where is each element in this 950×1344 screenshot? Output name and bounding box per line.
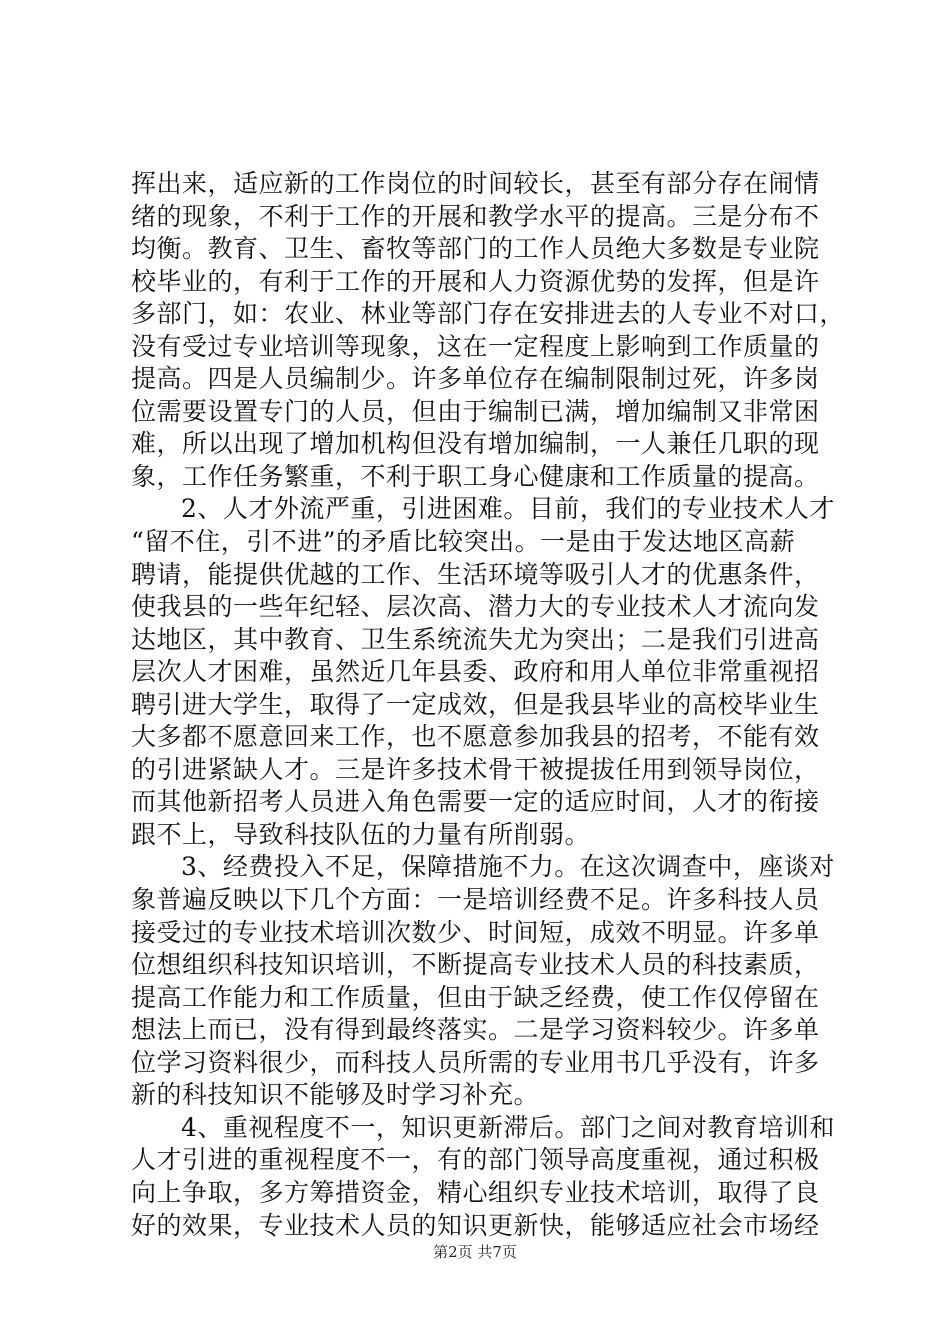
text-line: 难，所以出现了增加机构但没有增加编制，一人兼任几职的现 [131,429,820,459]
text-line: 而其他新招考人员进入角色需要一定的适应时间，人才的衔接 [131,787,820,817]
text-line: 跟不上，导致科技队伍的力量有所削弱。 [131,819,591,849]
text-line: 使我县的一些年纪轻、层次高、潜力大的专业技术人才流向发 [131,592,820,622]
text-line: 多部门，如：农业、林业等部门存在安排进去的人专业不对口， [131,299,846,329]
text-line: 好的效果，专业技术人员的知识更新快，能够适应社会市场经 [131,1210,820,1240]
text-line: 位想组织科技知识培训，不断提高专业技术人员的科技素质， [131,950,820,980]
text-line: 均衡。教育、卫生、畜牧等部门的工作人员绝大多数是专业院 [131,234,820,264]
paragraph-start-line: 2、人才外流严重，引进困难。目前，我们的专业技术人才 [181,494,835,524]
text-line: 绪的现象，不利于工作的开展和教学水平的提高。三是分布不 [131,201,820,231]
text-line: 向上争取，多方筹措资金，精心组织专业技术培训，取得了良 [131,1177,820,1207]
text-line: 聘请，能提供优越的工作、生活环境等吸引人才的优惠条件， [131,559,820,589]
text-line: 象，工作任务繁重，不利于职工身心健康和工作质量的提高。 [131,461,820,491]
paragraph-start-line: 4、重视程度不一，知识更新滞后。部门之间对教育培训和 [181,1112,835,1142]
text-line: 聘引进大学生，取得了一定成效，但是我县毕业的高校毕业生 [131,689,820,719]
text-line: 接受过的专业技术培训次数少、时间短，成效不明显。许多单 [131,917,820,947]
text-line: 位学习资料很少，而科技人员所需的专业用书几乎没有，许多 [131,1047,820,1077]
text-line: 提高。四是人员编制少。许多单位存在编制限制过死，许多岗 [131,364,820,394]
document-body [131,168,846,1242]
paragraph-start-line: 3、经费投入不足，保障措施不力。在这次调查中，座谈对 [181,852,835,882]
text-line: 新的科技知识不能够及时学习补充。 [131,1080,540,1110]
text-line: 位需要设置专门的人员，但由于编制已满，增加编制又非常困 [131,396,820,426]
text-line: 挥出来，适应新的工作岗位的时间较长，甚至有部分存在闹情 [131,169,820,198]
text-line: 校毕业的，有利于工作的开展和人力资源优势的发挥，但是许 [131,266,820,296]
text-line: 提高工作能力和工作质量，但由于缺乏经费，使工作仅停留在 [131,982,820,1012]
page-number-footer: 第2页 共7页 [433,1243,517,1261]
text-line: 想法上而已，没有得到最终落实。二是学习资料较少。许多单 [131,1015,820,1045]
text-line: 没有受过专业培训等现象，这在一定程度上影响到工作质量的 [131,331,820,361]
text-line: 大多都不愿意回来工作，也不愿意参加我县的招考，不能有效 [131,722,820,752]
text-line: “留不住，引不进”的矛盾比较突出。一是由于发达地区高薪 [131,527,796,557]
text-line: 人才引进的重视程度不一，有的部门领导高度重视，通过积极 [131,1145,820,1175]
text-line: 的引进紧缺人才。三是许多技术骨干被提拔任用到领导岗位， [131,754,820,784]
text-line: 象普遍反映以下几个方面：一是培训经费不足。许多科技人员 [131,885,820,915]
text-line: 层次人才困难，虽然近几年县委、政府和用人单位非常重视招 [131,657,820,687]
text-line: 达地区，其中教育、卫生系统流失尤为突出；二是我们引进高 [131,624,820,654]
